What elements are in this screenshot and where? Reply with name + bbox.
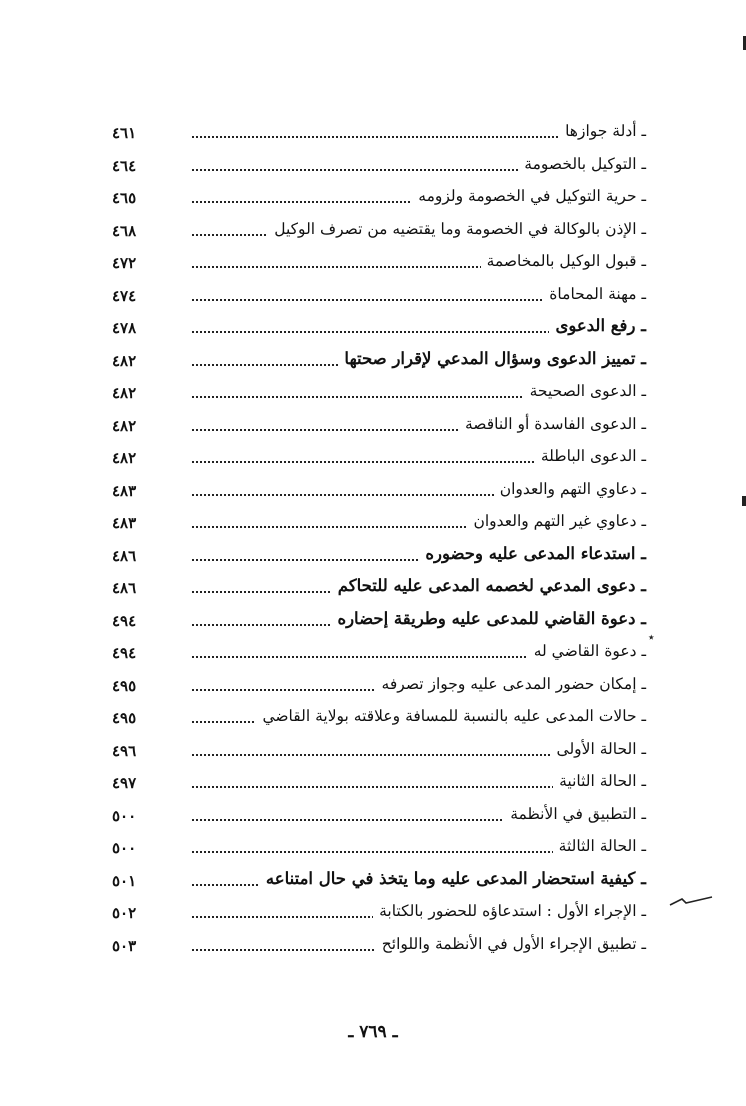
toc-entry [0,279,746,312]
toc-entry-page-number: ٤٨٢ [112,384,137,402]
toc-entry-page-number: ٥٠٣ [112,936,137,955]
toc-entry-page-number: ٥٠٢ [112,904,137,922]
toc-entry-page-number: ٤٩٥ [112,709,137,727]
handwritten-pen-mark [668,893,714,909]
toc-entry-page-number: ٤٨٣ [112,481,137,500]
toc-entry-title: ـ التوكيل بالخصومة [518,153,646,175]
margin-mark: ٭ [648,630,655,644]
toc-entry-page-number: ٤٧٨ [112,319,137,337]
toc-entry-title: ـ دعاوي التهم والعدوان [494,478,646,500]
toc-entry [0,734,746,767]
toc-entry-page-number: ٤٩٤ [112,611,137,630]
toc-entry [0,376,746,409]
toc-entry-title: ـ دعوى المدعي لخصمه المدعى عليه للتحاكم [332,575,646,597]
toc-entry-title: ـ تطبيق الإجراء الأول في الأنظمة واللوائح [376,933,646,955]
toc-entry-page-number: ٤٨٢ [112,351,137,370]
toc-entry-page-number: ٤٨٢ [112,416,137,435]
toc-entry [0,831,746,864]
toc-entry-page-number: ٤٧٤ [112,286,137,305]
toc-entry [0,636,746,669]
toc-entry-title: ـ إمكان حضور المدعى عليه وجواز تصرفه [376,673,646,695]
toc-entry-title: ـ حالات المدعى عليه بالنسبة للمسافة وعلاقته بولاية القاضي [256,705,646,727]
toc-entry-title: ـ التطبيق في الأنظمة [504,803,646,825]
toc-entry-page-number: ٤٧٢ [112,254,137,272]
toc-entry-title: ـ مهنة المحاماة [543,283,646,305]
toc-entry [0,409,746,442]
toc-entry-title: ـ دعاوي غير التهم والعدوان [467,510,646,532]
toc-entry [0,181,746,214]
toc-entry [0,701,746,734]
toc-entry [0,474,746,507]
toc-entry-title: ـ استدعاء المدعى عليه وحضوره [419,543,646,565]
toc-entry-page-number: ٤٦١ [112,124,137,142]
toc-entry-title: ـ كيفية استحضار المدعى عليه وما يتخذ في حال امتناعه [260,868,646,890]
toc-entry-page-number: ٤٨٦ [112,546,137,565]
toc-entry-page-number: ٤٨٦ [112,579,137,597]
toc-entry-page-number: ٤٨٢ [112,449,137,467]
toc-entry [0,214,746,247]
toc-entry-title: ـ الدعوى الباطلة [535,445,646,467]
edge-mark [742,496,746,506]
toc-entry [0,506,746,539]
toc-entry [0,604,746,637]
toc-entry [0,766,746,799]
toc-entry-page-number: ٤٩٦ [112,741,137,760]
toc-entry [0,311,746,344]
toc-entry-title: ـ حرية التوكيل في الخصومة ولزومه [412,185,646,207]
toc-entry-title: ـ الدعوى الفاسدة أو الناقصة [459,413,646,435]
toc-entry-page-number: ٥٠٠ [112,839,137,857]
toc-entry-title: ـ دعوة القاضي له [528,640,646,662]
table-of-contents [0,116,746,961]
toc-entry [0,799,746,832]
toc-entry [0,539,746,572]
toc-entry-page-number: ٥٠٠ [112,806,137,825]
toc-entry-title: ـ الحالة الثالثة [553,835,646,857]
toc-entry-page-number: ٤٩٤ [112,644,137,662]
toc-entry [0,441,746,474]
toc-entry-page-number: ٤٦٥ [112,189,137,207]
toc-entry [0,896,746,929]
toc-entry-title: ـ الحالة الثانية [553,770,646,792]
page-footer-number: ـ ٧٦٩ ـ [348,1022,398,1042]
toc-entry [0,344,746,377]
toc-entry [0,149,746,182]
toc-entry [0,929,746,962]
toc-entry [0,864,746,897]
toc-entry-title: ـ الإجراء الأول : استدعاؤه للحضور بالكتابة [373,900,646,922]
toc-entry-page-number: ٤٨٣ [112,514,137,532]
toc-entry [0,246,746,279]
toc-entry-title: ـ تمييز الدعوى وسؤال المدعي لإقرار صحتها [338,348,646,370]
toc-entry-title: ـ الحالة الأولى [551,738,646,760]
toc-entry-title: ـ قبول الوكيل بالمخاصمة [481,250,646,272]
toc-entry-page-number: ٤٩٥ [112,676,137,695]
toc-entry [0,116,746,149]
toc-entry-title: ـ الإذن بالوكالة في الخصومة وما يقتضيه من تصرف الوكيل [268,218,646,240]
toc-entry-page-number: ٤٩٧ [112,774,137,792]
toc-entry [0,669,746,702]
toc-entry-title: ـ دعوة القاضي للمدعى عليه وطريقة إحضاره [331,608,646,630]
toc-entry-page-number: ٤٦٤ [112,156,137,175]
toc-entry-page-number: ٥٠١ [112,871,137,890]
toc-entry-title: ـ أدلة جوازها [559,120,646,142]
toc-entry-title: ـ الدعوى الصحيحة [524,380,646,402]
toc-entry-title: ـ رفع الدعوى [549,315,646,337]
toc-entry-page-number: ٤٦٨ [112,221,137,240]
toc-entry [0,571,746,604]
